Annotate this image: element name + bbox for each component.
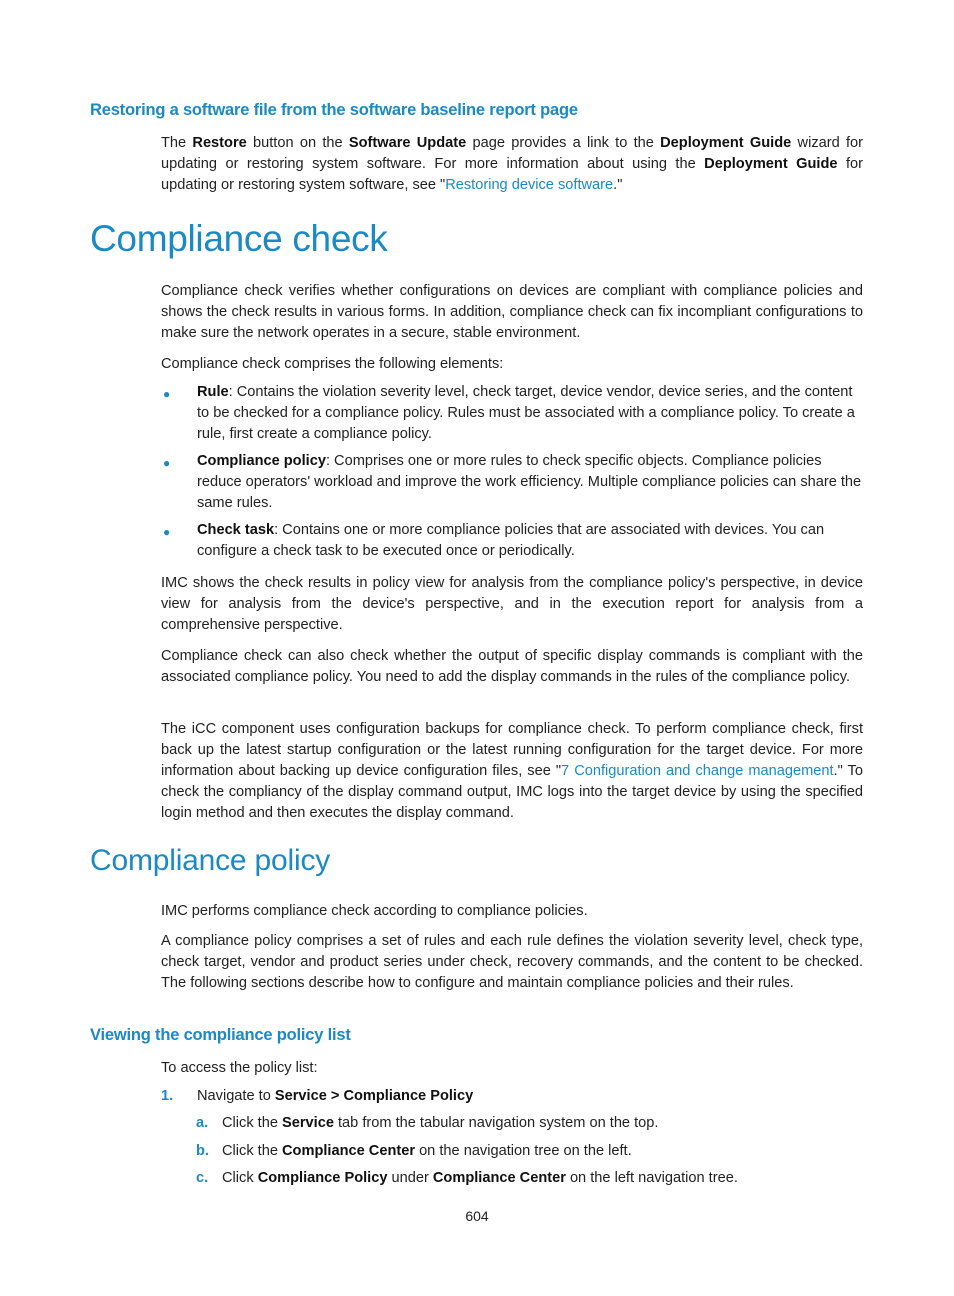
substep-a: a. Click the Service tab from the tabular navigation system on the top.: [196, 1115, 659, 1131]
elements-list: [161, 382, 863, 568]
bullet-icon: ●: [163, 387, 171, 401]
restoring-device-software-link[interactable]: Restoring device software: [445, 177, 614, 193]
section-heading-viewing: Viewing the compliance policy list: [90, 1026, 351, 1044]
bullet-icon: ●: [163, 456, 171, 470]
list-item: ● Compliance policy: Comprises one or more rules to check specific objects. Compliance policies reduce operators' workload and improve the work efficiency. Multiple compliance policies can share the same rules.: [163, 453, 862, 511]
section-title-compliance-policy: Compliance policy: [90, 844, 331, 877]
compliance-check-intro: Compliance check verifies whether configurations on devices are compliant with compliance policies and shows the check results in various forms. In addition, compliance check can fix incompliant configurations to make sure the network operates in a secure, stable environment.: [161, 283, 863, 341]
step-1: 1. Navigate to Service > Compliance Policy: [161, 1088, 474, 1104]
substep-b: b. Click the Compliance Center on the navigation tree on the left.: [196, 1143, 632, 1159]
compliance-elements-intro: Compliance check comprises the following elements:: [161, 356, 504, 372]
access-intro: To access the policy list:: [161, 1060, 318, 1076]
substep-c: c. Click Compliance Policy under Compliance Center on the left navigation tree.: [196, 1170, 738, 1186]
bullet-icon: ●: [163, 525, 171, 539]
list-item: ● Rule: Contains the violation severity level, check target, device vendor, device series, and the content to be checked for a compliance policy. Rules must be associated with a compliance policy. To create a rule, first create a compliance policy.: [163, 384, 855, 442]
policy-description: A compliance policy comprises a set of rules and each rule defines the violation severity level, check type, check target, vendor and product series under check, recovery commands, and the content to be checked. The following sections describe how to configure and maintain compliance policies and their rules.: [161, 933, 863, 991]
configuration-change-management-link[interactable]: 7 Configuration and change management: [561, 763, 834, 779]
list-item: ● Check task: Contains one or more compliance policies that are associated with devices. You can configure a check task to be executed once or periodically.: [163, 522, 825, 559]
policy-intro: IMC performs compliance check according to compliance policies.: [161, 903, 588, 919]
restore-paragraph: The Restore button on the Software Update page provides a link to the Deployment Guide wizard for updating or restoring system software. For more information about using the Deployment Guide for updating or restoring system software, see "Restoring device software.": [161, 135, 863, 193]
page-number: 604: [465, 1208, 489, 1224]
results-paragraph: IMC shows the check results in policy view for analysis from the compliance policy's perspective, in device view for analysis from the device's perspective, and in the execution report for analysis from a comprehensive perspective.: [161, 575, 863, 633]
section-heading-restore: Restoring a software file from the software baseline report page: [90, 101, 578, 119]
page-title-compliance-check: Compliance check: [90, 218, 388, 259]
icc-paragraph: The iCC component uses configuration backups for compliance check. To perform compliance check, first back up the latest startup configuration or the latest running configuration for the target device. For more information about backing up device configuration files, see "7 Configuration and change management." To check the compliancy of the display command output, IMC logs into the target device by using the specified login method and then executes the display command.: [161, 721, 863, 821]
display-commands-paragraph: Compliance check can also check whether the output of specific display commands is compliant with the associated compliance policy. You need to add the display commands in the rules of the compliance policy.: [161, 648, 863, 685]
